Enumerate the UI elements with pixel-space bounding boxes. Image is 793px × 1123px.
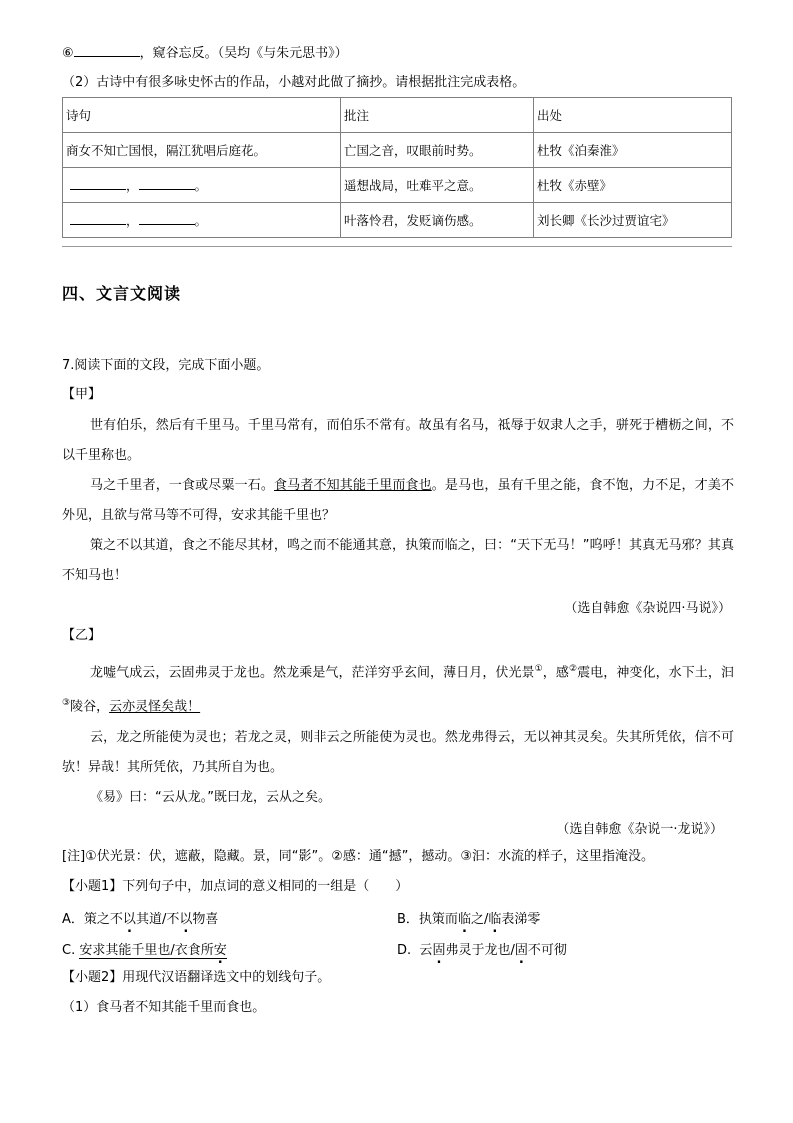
dotted-word: 安 (213, 943, 227, 958)
yi-label: 【乙】 (62, 628, 102, 643)
option-b[interactable] (397, 908, 540, 927)
comma: ， (125, 178, 139, 193)
q6-line (62, 44, 348, 63)
jia-paragraph-1: 世有伯乐，然后有千里马。千里马常有，而伯乐不常有。故虽有名马，祗辱于奴隶人之手，骈死于槽枥之间，不以千里称也。 (62, 418, 734, 463)
table-row (63, 203, 732, 238)
cell-note: 亡国之音，叹眼前时势。 (341, 133, 534, 168)
note-marker: ① (534, 664, 543, 674)
cell-poem: 商女不知亡国恨，隔江犹唱后庭花。 (63, 133, 341, 168)
divider (62, 246, 732, 247)
option-letter: A． (62, 912, 84, 927)
option-text: 安求其能千里也/衣食所 (79, 943, 214, 958)
option-text: 物喜 (192, 912, 219, 927)
yi-p1-text: ，感 (542, 665, 569, 681)
cell-source: 杜牧《泊秦淮》 (534, 133, 732, 168)
jia-p2-text: 马之千里者，一食或尽粟一石。 (90, 478, 275, 493)
jia-label: 【甲】 (62, 387, 102, 402)
option-letter: C. (62, 943, 76, 958)
answer-blank[interactable] (70, 212, 126, 225)
option-text: 策之不 (83, 912, 123, 927)
option-text: 不可彻 (527, 943, 567, 958)
jia-source: （选自韩愈《杂说四·马说》） (564, 601, 731, 616)
dotted-word: 临 (457, 912, 471, 927)
yi-paragraph-1 (62, 654, 734, 723)
dotted-word: 以 (122, 912, 136, 927)
table-row (63, 168, 732, 203)
table-header-row (63, 98, 732, 133)
note-marker: ② (568, 664, 578, 674)
answer-blank[interactable] (74, 44, 140, 57)
period: 。 (194, 178, 208, 193)
comma: ， (125, 213, 139, 228)
q2-intro: （2）古诗中有很多咏史怀古的作品，小越对此做了摘抄。请根据批注完成表格。 (62, 75, 526, 90)
yi-p1-text: 震电，神变化，水下土，汩 (577, 665, 734, 681)
table-row (63, 133, 732, 168)
header-note: 批注 (341, 98, 534, 133)
jia-paragraph-2 (62, 471, 734, 531)
q6-number: ⑥ (62, 46, 74, 61)
underlined-sentence: 云亦灵怪矣哉！ (109, 699, 201, 715)
yi-paragraph-2: 云，龙之所能使为灵也；若龙之灵，则非云之所能使为灵也。然龙弗得云，无以神其灵矣。失其所凭依，信不可欤！异哉！其所凭依，乃其所自为也。 (62, 730, 734, 775)
cell-note: 叶落怜君，发贬谪伤感。 (341, 203, 534, 238)
answer-blank[interactable] (139, 177, 195, 190)
option-text: 云 (419, 943, 433, 958)
cell-note: 遥想战局，吐难平之意。 (341, 168, 534, 203)
sub1-question: 【小题1】下列句子中，加点词的意义相同的一组是（ ） (62, 879, 409, 894)
q6-text: ，窥谷忘反。（吴均《与朱元思书》） (139, 46, 348, 61)
yi-paragraph-3: 《易》曰：“云从龙。”既曰龙，云从之矣。 (90, 790, 331, 805)
cell-poem-blanks (63, 168, 341, 203)
period: 。 (194, 213, 208, 228)
option-letter: B． (397, 912, 419, 927)
footnotes: [注]①伏光景：伏，遮蔽，隐藏。景，同“影”。②感：通“撼”，撼动。③汩：水流的样子，这里指淹没。 (62, 849, 655, 864)
jia-p2-text: 。是马也，虽有千里之能，食不饱，力不足，才美不外见，且欲与常马等不可得，安求其能千里也？ (62, 478, 734, 523)
section-title: 四、文言文阅读 (62, 284, 182, 303)
option-a[interactable] (62, 908, 218, 927)
cell-source: 刘长卿《长沙过贾谊宅》 (534, 203, 732, 238)
yi-source: （选自韩愈《杂说一·龙说》） (556, 822, 723, 837)
option-text: 执策而 (418, 912, 458, 927)
sub2-item-1: （1）食马者不知其能千里而食也。 (62, 1000, 266, 1015)
header-source: 出处 (534, 98, 732, 133)
note-marker: ③ (62, 698, 71, 709)
option-text: 其道/不 (135, 912, 180, 927)
poem-table (62, 97, 732, 238)
option-c[interactable] (62, 939, 227, 958)
dotted-word: 以 (179, 912, 193, 927)
cell-poem-blanks (63, 203, 341, 238)
q7-title: 7.阅读下面的文段，完成下面小题。 (62, 358, 270, 373)
option-letter: D. (397, 943, 412, 958)
cell-source: 杜牧《赤壁》 (534, 168, 732, 203)
dotted-word: 固 (514, 943, 528, 958)
dotted-word: 固 (432, 943, 446, 958)
header-poem: 诗句 (63, 98, 341, 133)
answer-blank[interactable] (139, 212, 195, 225)
dotted-word: 临 (488, 912, 502, 927)
option-text: 之/ (470, 912, 489, 927)
option-d[interactable] (397, 939, 567, 958)
jia-paragraph-3: 策之不以其道，食之不能尽其材，鸣之而不能通其意，执策而临之，曰：“天下无马！”呜呼！其真无马邪？其真不知马也！ (62, 538, 734, 583)
yi-p1-text: 龙嘘气成云，云固弗灵于龙也。然龙乘是气，茫洋穷乎玄间，薄日月，伏光景 (90, 665, 535, 681)
underlined-sentence: 食马者不知其能千里而食也 (274, 478, 432, 493)
sub2-question: 【小题2】用现代汉语翻译选文中的划线句子。 (62, 970, 331, 985)
yi-p1-text: 陵谷， (70, 699, 110, 715)
option-text: 表涕零 (501, 912, 541, 927)
option-text: 弗灵于龙也/ (445, 943, 515, 958)
answer-blank[interactable] (70, 177, 126, 190)
